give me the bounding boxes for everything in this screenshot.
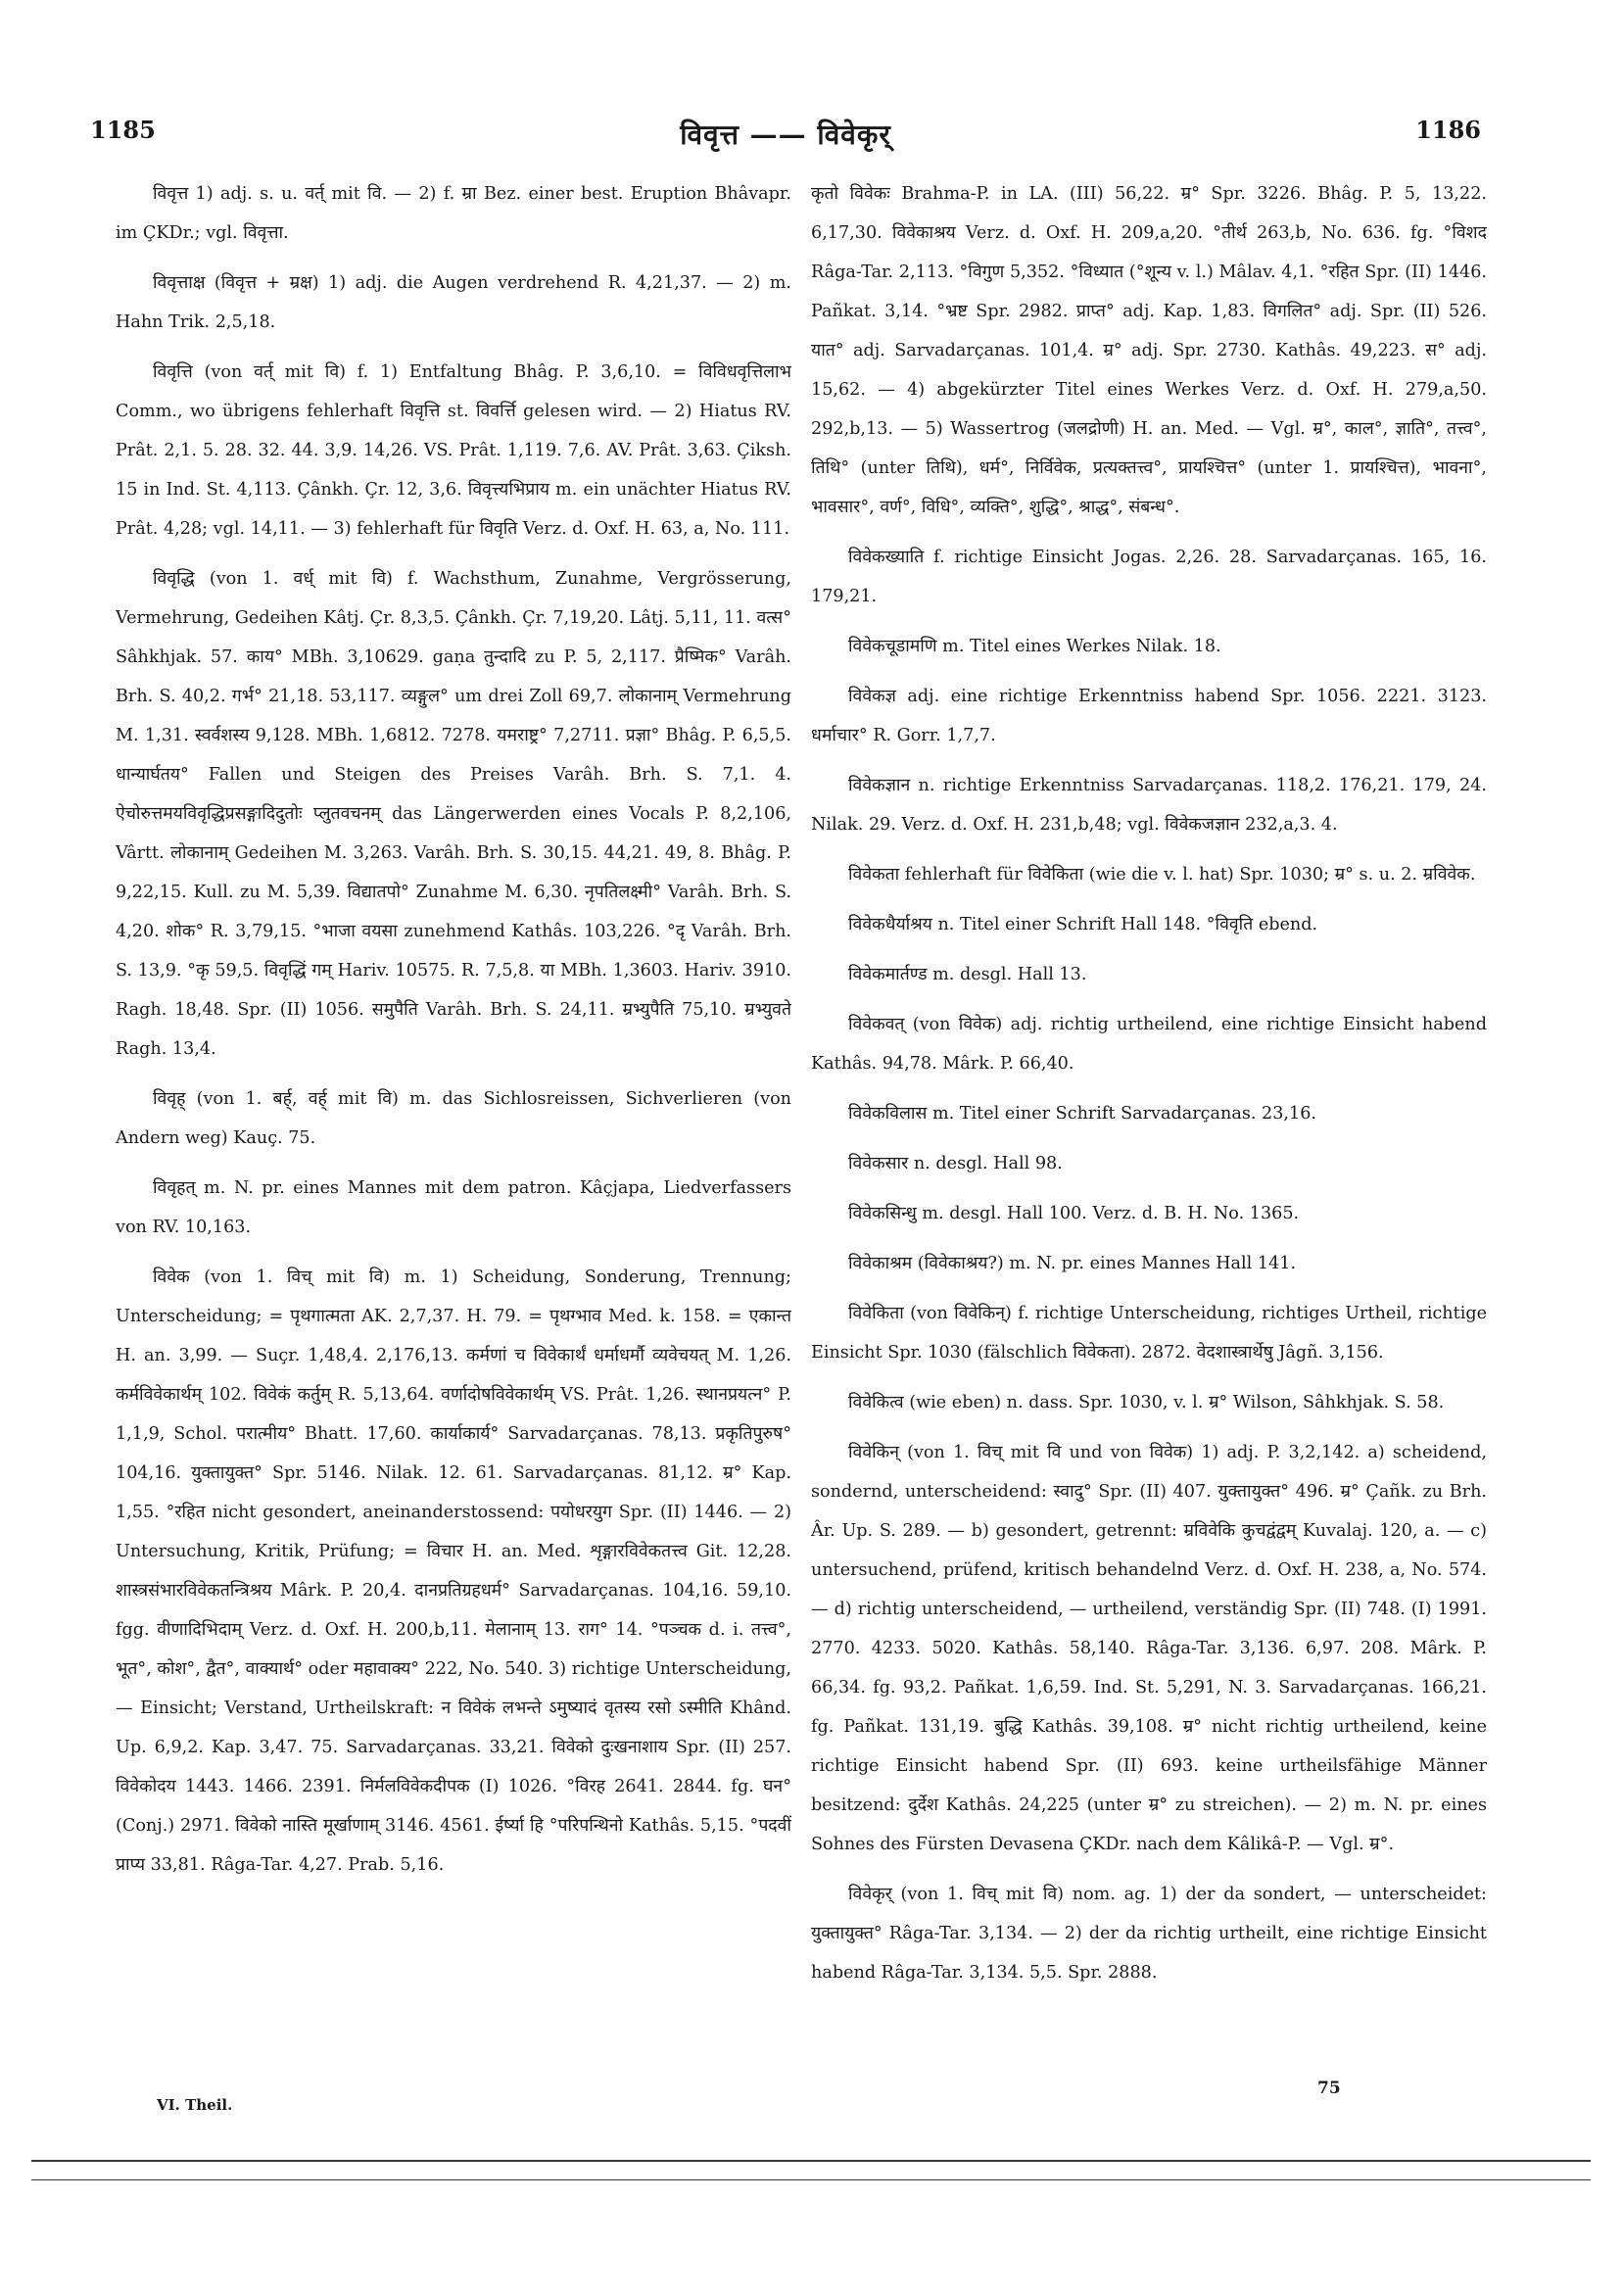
dictionary-entry: विवृद्धि (von 1. वर्ध् mit वि) f. Wachsthum, Zunahme, Vergrösserung, Vermehrung, Gedeihen Kâtj. Çr. 8,3,5. Çânkh. Çr. 7,19,20. Lâtj. 5,11, 11. वत्स° Sâhkhjak. 57. काय° MBh. 3,10629. gaṇa तुन्दादि zu P. 5, 2,117. प्रैष्मिक° Varâh. Brh. S. 40,2. गर्भ° 21,18. 53,117. व्यङ्गुल° um drei Zoll 69,7. लोकानाम् Vermehrung M. 1,31. स्वर्वशस्य 9,128. MBh. 1,6812. 7278. यमराष्ट्र° 7,2711. प्रज्ञा° Bhâg. P. 6,5,5. धान्यार्घतय° Fallen und Steigen des Preises Varâh. Brh. S. 7,1. 4. ऐचोरुत्तमयविवृद्धिप्रसङ्गादिदुतोः प्लुतवचनम् das Längerwerden eines Vocals P. 8,2,106, Vârtt. लोकानाम् Gedeihen M. 3,263. Varâh. Brh. S. 30,15. 44,21. 49, 8. Bhâg. P. 9,22,15. Kull. zu M. 5,39. विद्यातपो° Zunahme M. 6,30. नृपतिलक्ष्मी° Varâh. Brh. S. 4,20. शोक° R. 3,79,15. °भाजा वयसा zunehmend Kathâs. 103,226. °दृ Varâh. Brh. S. 13,9. °कृ 59,5. विवृद्धिं गम् Hariv. 10575. R. 7,5,8. या MBh. 1,3603. Hariv. 3910. Ragh. 18,48. Spr. (II) 1056. समुपैति Varâh. Brh. S. 24,11. म्रभ्युपैति 75,10. म्रभ्युवते Ragh. 13,4. <box>116 569 791 1059</box>
dictionary-entry: विवेकाश्रम (विवेकाश्रय?) m. N. pr. eines Mannes Hall 141. <box>848 1254 1297 1273</box>
signature-mark: 75 <box>1317 2079 1341 2098</box>
bottom-rule <box>31 2160 1591 2162</box>
dictionary-entry: विवेकिन् (von 1. विच् mit वि und von विवेक) 1) adj. P. 3,2,142. a) scheidend, sondernd, unterscheidend: स्वादु° Spr. (II) 407. युक्तायुक्त° 496. म्र° Çañk. zu Brh. Âr. Up. S. 289. — b) gesondert, getrennt: म्रविवेकि कुचद्वंद्वम् Kuvalaj. 120, a. — c) untersuchend, prüfend, kritisch behandelnd Verz. d. Oxf. H. 238, a, No. 574. — d) richtig unterscheidend, — urtheilend, verständig Spr. (II) 748. (I) 1991. 2770. 4233. 5020. Kathâs. 58,140. Râga-Tar. 3,136. 6,97. 208. Mârk. P. 66,34. fg. 93,2. Pañkat. 1,6,59. Ind. St. 5,291, N. 3. Sarvadarçanas. 166,21. fg. Pañkat. 131,19. बुद्धि Kathâs. 39,108. म्र° nicht richtig urtheilend, keine richtige Einsicht habend Spr. (II) 693. keine urtheilsfähige Männer besitzend: दुर्देश Kathâs. 24,225 (unter म्र° zu streichen). — 2) m. N. pr. eines Sohnes des Fürsten Devasena ÇKDr. nach dem Kâlikâ-P. — Vgl. म्र°. <box>811 1443 1487 1854</box>
dictionary-entry: विवेकविलास m. Titel einer Schrift Sarvadarçanas. 23,16. <box>848 1104 1316 1124</box>
dictionary-entry: विवेकसिन्धु m. desgl. Hall 100. Verz. d. B. H. No. 1365. <box>848 1204 1300 1223</box>
page-number-right: 1186 <box>1415 116 1481 144</box>
dictionary-entry: विवेकमार्तण्ड m. desgl. Hall 13. <box>848 965 1087 984</box>
dictionary-entry: विवेकवत् (von विवेक) adj. richtig urtheilend, eine richtige Einsicht habend Kathâs. 94,78. Mârk. P. 66,40. <box>811 1015 1487 1074</box>
dictionary-entry: कृतो विवेकः Brahma-P. in LA. (III) 56,22. म्र° Spr. 3226. Bhâg. P. 5, 13,22. 6,17,30. विवेकाश्रय Verz. d. Oxf. H. 209,a,20. °तीर्थ 263,b, No. 636. fg. °विशद Râga-Tar. 2,113. °विगुण 5,352. °विध्यात (°शून्य v. l.) Mâlav. 4,1. °रहित Spr. (II) 1446. Pañkat. 3,14. °भ्रष्ट Spr. 2982. प्राप्त° adj. Kap. 1,83. विगलित° adj. Spr. (II) 526. यात° adj. Sarvadarçanas. 101,4. म्र° adj. Spr. 2730. Kathâs. 49,223. स° adj. 15,62. — 4) abgekürzter Titel eines Werkes Verz. d. Oxf. H. 279,a,50. 292,b,13. — 5) Wassertrog (जलद्रोणी) H. an. Med. — Vgl. म्र°, काल°, ज्ञाति°, तत्त्व°, तिथि° (unter तिथि), धर्म°, निर्विवेक, प्रत्यक्तत्त्व°, प्रायश्चित्त° (unter 1. प्रायश्चित्त), भावना°, भावसार°, वर्ण°, विधि°, व्यक्ति°, शुद्धि°, श्राद्ध°, संबन्ध°. <box>811 184 1487 517</box>
dictionary-entry: विवृत्ति (von वर्त् mit वि) f. 1) Entfaltung Bhâg. P. 3,6,10. = विविधवृत्तिलाभ Comm., wo übrigens fehlerhaft विवृत्ति st. विवर्त्ति gelesen wird. — 2) Hiatus RV. Prât. 2,1. 5. 28. 32. 44. 3,9. 14,26. VS. Prât. 1,119. 7,6. AV. Prât. 3,63. Çiksh. 15 in Ind. St. 4,113. Çânkh. Çr. 12, 3,6. विवृत्त्यभिप्राय m. ein unächter Hiatus RV. Prât. 4,28; vgl. 14,11. — 3) fehlerhaft für विवृति Verz. d. Oxf. H. 63, a, No. 111. <box>116 362 791 539</box>
bottom-rule-thin <box>31 2179 1591 2180</box>
dictionary-entry: विवेकित्व (wie eben) n. dass. Spr. 1030, v. l. म्र° Wilson, Sâhkhjak. S. 58. <box>848 1393 1445 1412</box>
running-head: विवृत्त —— विवेकृर् <box>680 119 891 151</box>
dictionary-entry: विवेकिता (von विवेकिन्) f. richtige Unterscheidung, richtiges Urtheil, richtige Einsicht Spr. 1030 (fälschlich विवेकता). 2872. वेदशास्त्रार्थेषु Jâgñ. 3,156. <box>811 1304 1487 1363</box>
right-column <box>811 174 1487 2065</box>
dictionary-entry: विवेकचूडामणि m. Titel eines Werkes Nilak. 18. <box>848 637 1221 656</box>
dictionary-entry: विवृत्त 1) adj. s. u. वर्त् mit वि. — 2) f. म्रा Bez. einer best. Eruption Bhâvapr. im ÇKDr.; vgl. विवृत्ता. <box>116 184 791 243</box>
dictionary-entry: विवेकख्याति f. richtige Einsicht Jogas. 2,26. 28. Sarvadarçanas. 165, 16. 179,21. <box>811 548 1487 606</box>
dictionary-entry: विवेकता fehlerhaft für विवेकिता (wie die v. l. hat) Spr. 1030; म्र° s. u. 2. म्रविवेक. <box>848 865 1476 885</box>
dictionary-entry: विवृह् (von 1. बर्ह्, वर्ह् mit वि) m. das Sichlosreissen, Sichverlieren (von Andern weg) Kauç. 75. <box>116 1089 791 1148</box>
dictionary-entry: विवेकसार n. desgl. Hall 98. <box>848 1154 1063 1173</box>
left-column <box>116 174 791 2065</box>
dictionary-entry: विवृहत् m. N. pr. eines Mannes mit dem patron. Kâçjapa, Liedverfassers von RV. 10,163. <box>116 1178 791 1237</box>
page-number-left: 1185 <box>90 116 156 144</box>
volume-note: VI. Theil. <box>157 2096 233 2114</box>
dictionary-entry: विवेकृर् (von 1. विच् mit वि) nom. ag. 1) der da sondert, — unterscheidet: युक्तायुक्त° Râga-Tar. 3,134. — 2) der da richtig urtheilt, eine richtige Einsicht habend Râga-Tar. 3,134. 5,5. Spr. 2888. <box>811 1885 1487 1983</box>
dictionary-entry: विवेक (von 1. विच् mit वि) m. 1) Scheidung, Sonderung, Trennung; Unterscheidung; = पृथगात्मता AK. 2,7,37. H. 79. = पृथग्भाव Med. k. 158. = एकान्त H. an. 3,99. — Suçr. 1,48,4. 2,176,13. कर्मणां च विवेकार्थं धर्माधर्मौ व्यवेचयत् M. 1,26. कर्मविवेकार्थम् 102. विवेकं कर्तुम् R. 5,13,64. वर्णादोषविवेकार्थम् VS. Prât. 1,26. स्थानप्रयत्न° P. 1,1,9, Schol. परात्मीय° Bhatt. 17,60. कार्याकार्य° Sarvadarçanas. 78,13. प्रकृतिपुरुष° 104,16. युक्तायुक्त° Spr. 5146. Nilak. 12. 61. Sarvadarçanas. 81,12. म्र° Kap. 1,55. °रहित nicht gesondert, aneinanderstossend: पयोधरयुग Spr. (II) 1446. — 2) Untersuchung, Kritik, Prüfung; = विचार H. an. Med. शृङ्गारविवेकतत्त्व Git. 12,28. शास्त्रसंभारविवेकतन्त्रिश्रय Mârk. P. 20,4. दानप्रतिग्रहधर्म° Sarvadarçanas. 104,16. 59,10. fgg. वीणादिभिदाम् Verz. d. Oxf. H. 200,b,11. मेलानाम् 13. राग° 14. °पञ्चक d. i. तत्त्व°, भूत°, कोश°, द्वैत°, वाक्यार्थ° oder महावाक्य° 222, No. 540. 3) richtige Unterscheidung, — Einsicht; Verstand, Urtheilskraft: न विवेकं लभन्ते ऽमुष्यादं वृतस्य रसो ऽस्मीति Khând. Up. 6,9,2. Kap. 3,47. 75. Sarvadarçanas. 33,21. विवेको दुःखनाशाय Spr. (II) 257. विवेकोदय 1443. 1466. 2391. निर्मलविवेकदीपक (I) 1026. °विरह 2641. 2844. fg. घन° (Conj.) 2971. विवेको नास्ति मूर्खाणाम् 3146. 4561. ईर्ष्या हि °परिपन्थिनो Kathâs. 5,15. °पदवीं प्राप्य 33,81. Râga-Tar. 4,27. Prab. 5,16. <box>116 1268 791 1875</box>
dictionary-entry: विवेकज्ञान n. richtige Erkenntniss Sarvadarçanas. 118,2. 176,21. 179, 24. Nilak. 29. Verz. d. Oxf. H. 231,b,48; vgl. विवेकजज्ञान 232,a,3. 4. <box>811 776 1487 835</box>
dictionary-entry: विवेकधैर्याश्रय n. Titel einer Schrift Hall 148. °विवृति ebend. <box>848 915 1318 934</box>
page-header <box>90 116 1481 155</box>
dictionary-entry: विवेकज्ञ adj. eine richtige Erkenntniss habend Spr. 1056. 2221. 3123. धर्माचार° R. Gorr. 1,7,7. <box>811 687 1487 745</box>
dictionary-entry: विवृत्ताक्ष (विवृत्त + म्रक्ष) 1) adj. die Augen verdrehend R. 4,21,37. — 2) m. Hahn Trik. 2,5,18. <box>116 273 791 332</box>
